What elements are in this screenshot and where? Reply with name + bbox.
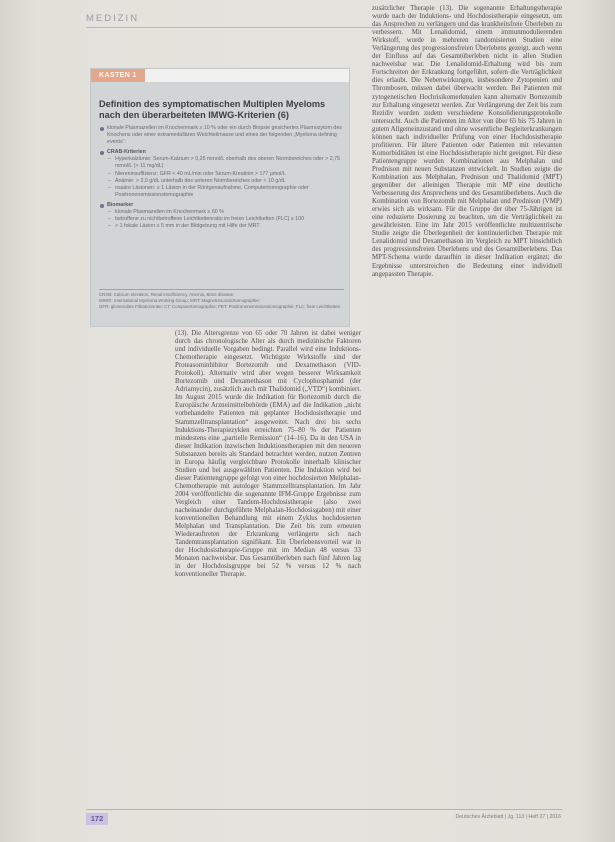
crab-item: – Niereninsuffizienz: GFR < 40 mL/min oder Serum-Kreatinin > 177 µmol/L	[99, 171, 344, 178]
section-header: MEDIZIN	[86, 13, 140, 24]
crab-heading: CRAB-Kriterien	[99, 149, 344, 156]
info-box	[90, 68, 350, 327]
footnote-line: IMWG: International Myeloma Working Group; MRT: Magnetresonanztomographie;	[99, 297, 260, 303]
crab-item: – Hyperkalzämie: Serum-Kalzium > 0,25 mmol/L oberhalb des oberen Normbereiches oder > 2,75 mmol/L (> 11 mg/dL)	[99, 156, 344, 170]
footer-rule	[86, 809, 562, 810]
box-title: Definition des symptomatischen Multiplen Myeloms nach den überarbeiteten IMWG-Kriterien (6)	[99, 99, 326, 120]
box-tab	[91, 69, 349, 82]
left-margin	[86, 330, 162, 804]
biomarker-item: – > 1 fokale Läsion ≥ 5 mm in der Bildgebung mit Hilfe der MRT	[99, 223, 344, 230]
box-body	[99, 125, 344, 230]
footnote-line: GFR: glomeruläre Filtrationsrate; CT: Computertomographie; PET: Positronenemissionstomographie; FLC: freie Leichtketten	[99, 303, 341, 309]
box-tab-label: KASTEN 1	[91, 69, 145, 82]
footnote-line: CRAB: Calcium elevation, Renal insufficiency, Anemia, Bone disease;	[99, 292, 235, 297]
criteria-item: klonale Plasmazellen im Knochenmark ≥ 10 % oder ein durch Biopsie gesichertes Plasmozytom des Knochens oder einer extramedullären Weichteilmasse und eines der folgenden „Myeloma defining events“:	[99, 125, 344, 146]
body-text-left-column: (13). Die Altersgrenze von 65 oder 70 Jahren ist dabei weniger durch das chronologische Alter als durch medizinische Faktoren und individuelle Vorgaben bedingt. Parallel wird eine Induktions-Chemotherapie eingesetzt. Wichtigste Wirkstoffe sind der Proteasominhibitor Bortezomib und Dexamethason (VID-Protokoll). Alternativ wird aber wegen besserer Wirksamkeit Bortezomib und Dexamethason mit Cyclophosphamid (der Adriamycin), zusätzlich auch mit Thalidomid („VTD“) kombiniert. Im August 2015 wurde die Indikation für Bortezomib durch die Europäische Arzneimittelbehörde (EMA) auf die Indikation „nicht vorbehandelte Patienten mit geplanter Hochdosistherapie und Stammzelltransplantation“ ausgeweitet. Nach drei bis sechs Induktions-Therapiezyklen erreichten 75–80 % der Patienten mindestens eine „partielle Remission“ (14–16). Da in den USA in dieser Indikation inzwischen Induktionstherapien mit den neueren Substanzen bereits als Standard betrachtet werden, nutzen Zentren in Europa häufig vergleichbare Protokolle innerhalb klinischer Studien und bei ausgewählten Patienten. Die Induktion wird bei dieser Patientengruppe gefolgt von einer hochdosierten Melphalan-Chemotherapie mit autologer Stammzelltransplantation. Im Jahr 2004 veröffentlichte die sogenannte IFM-Gruppe Ergebnisse zum Vergleich einer Tandem-Hochdosistherapie (also zwei nacheinander durchgeführte Melphalan-Hochdosisgaben) mit einer konventionellen Behandlung mit einem Zyklus hochdosierten Melphalan und Transplantation. Die Zeit bis zum erneuten Wiederauftreten der Erkrankung verlängerte sich nach Tandemtransplantation signifikant. Ein Überlebensvorteil war in der Hochdosistherapie-Gruppe mit im Median 48 versus 33 Monaten nachweisbar. Das Gesamtüberleben nach fünf Jahren lag in der Hochdosisgruppe bei 52 % versus 12 % nach konventioneller Therapie.	[175, 330, 363, 579]
page-number: 172	[86, 813, 108, 825]
body-text-right-column: zusätzlicher Therapie (13). Die sogenannte Erhaltungstherapie wurde nach der Induktions- und Hochdosistherapie eingesetzt, um das Ansprechen zu verlängern und das krankheitsfreie Überleben zu verbessern. Mit Lenalidomid, einem immunmodulierenden Wirkstoff, wurde in mehreren randomisierten Studien eine Verlängerung des progressionsfreien Überlebens gezeigt, auch wenn der Einfluss auf das Gesamtüberleben nicht in allen Studien nachweisbar war. Die Lenalidomid-Erhaltung wird bis zum Fortschreiten der Erkrankung fortgeführt, sofern die Verträglichkeit dies erlaubt. Die Nebenwirkungen, insbesondere Zytopenien und Thrombosen, müssen dabei überwacht werden. Bei Patienten mit zytogenetischen Hochrisikomerkmalen kann alternativ Bortezomib zur Erhaltung eingesetzt werden. Zur Verlängerung der Zeit bis zum Rezidiv wurden zudem verschiedene Konsolidierungsprotokolle untersucht. Auch die Patienten im Alter von über 65 bis 75 Jahren in gutem Allgemeinzustand und ohne wesentliche Begleiterkrankungen können nach individueller Prüfung von einer Hochdosistherapie profitieren. Für ältere Patienten oder Patienten mit relevanten Komorbiditäten ist eine Hochdosistherapie nicht geeignet. Für diese Patientengruppe wurden Kombinationen aus Melphalan und Prednison mit neuen Substanzen entwickelt. In Studien zeigte die Kombination aus Melphalan, Prednison und Thalidomid (MPT) gegenüber der alleinigen Therapie mit MP eine deutliche Verbesserung des Ansprechens und des Gesamtüberlebens. Auch die Kombination von Bortezomib mit Melphalan und Prednison (VMP) erwies sich als wirksam. Für die Gruppe der über 75-Jährigen ist eine reduzierte Dosierung zu beachten, um die Verträglichkeit zu gewährleisten. Eine im Jahr 2015 veröffentlichte multizentrische Studie zeigte die Überlegenheit der kontinuierlichen Therapie mit Lenalidomid und Dexamethason im Vergleich zu MPT hinsichtlich des progressionsfreien Überlebens und des Gesamtüberlebens. Das MPT-Schema wurde daraufhin in dieser Indikation ergänzt; die Ergebnisse unterstreichen die Bedeutung einer individuell angepassten Therapie.	[372, 5, 564, 278]
crab-item: – Anämie: > 2,0 g/dL unterhalb des unteren Normbereiches oder < 10 g/dL	[99, 178, 344, 185]
journal-reference: Deutsches Ärzteblatt | Jg. 113 | Heft 27 | 2016	[455, 814, 561, 820]
biomarker-item: – betroffene zu nichtbetroffene Leichtkettenratio im freien Leichtketten (FLC) ≥ 100	[99, 216, 344, 223]
biomarker-heading: Biomarker	[99, 202, 344, 209]
biomarker-item: – klonale Plasmazellen im Knochenmark ≥ 60 %	[99, 209, 344, 216]
box-footnote	[99, 289, 344, 309]
crab-item: – ossäre Läsionen: ≥ 1 Läsion in der Röntgenaufnahme, Computertomographie oder Positronenemissionstomographie	[99, 185, 344, 199]
